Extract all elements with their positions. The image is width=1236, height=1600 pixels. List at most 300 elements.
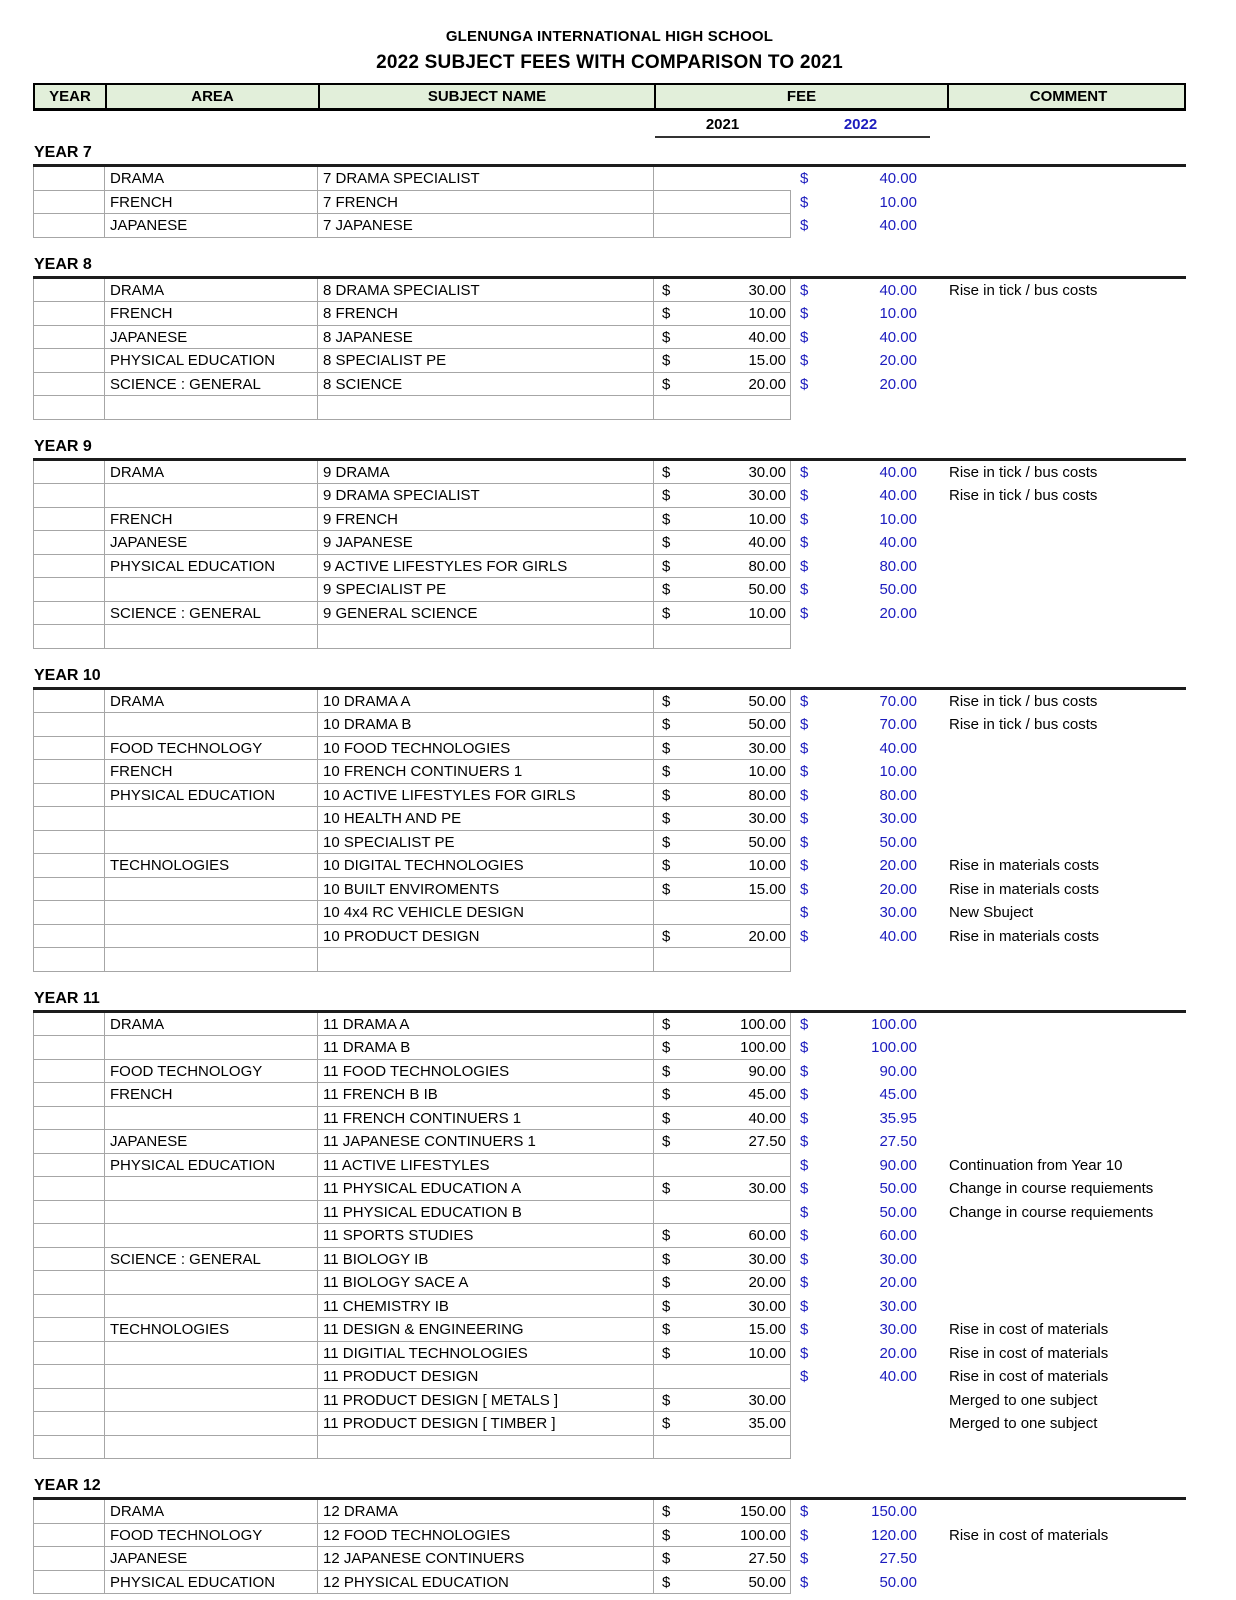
dollar-sign-2022: $ xyxy=(800,1344,809,1362)
fee-2022-amount: 40.00 xyxy=(879,534,917,551)
cell-area: DRAMA xyxy=(105,690,318,714)
cell-area xyxy=(105,1036,318,1060)
dollar-sign-2021: $ xyxy=(662,833,671,851)
cell-fee-2021 xyxy=(654,167,791,191)
cell-comment xyxy=(930,214,1186,238)
fee-2022-amount: 40.00 xyxy=(879,170,917,187)
cell-subject-name: 11 FOOD TECHNOLOGIES xyxy=(318,1060,654,1084)
dollar-sign-2022: $ xyxy=(800,217,809,234)
dollar-sign-2021: $ xyxy=(662,810,671,827)
cell-comment: Rise in tick / bus costs xyxy=(949,716,1098,733)
section-rows xyxy=(33,690,1186,972)
table-row xyxy=(33,531,1186,555)
cell-area: DRAMA xyxy=(105,167,318,191)
table-row xyxy=(33,1318,1186,1342)
cell-comment: Change in course requiements xyxy=(949,1180,1154,1197)
cell-subject-name xyxy=(318,396,654,420)
dollar-sign-2022: $ xyxy=(800,534,809,551)
cell-fee-2022 xyxy=(791,279,930,303)
cell-fee-2021 xyxy=(654,1389,791,1413)
fee-2022-amount: 30.00 xyxy=(879,810,917,827)
cell-area: DRAMA xyxy=(105,1013,318,1037)
fee-2022-amount: 100.00 xyxy=(871,1039,917,1056)
cell-fee-2022 xyxy=(791,878,930,902)
dollar-sign-2021: $ xyxy=(662,487,671,504)
dollar-sign-2022: $ xyxy=(800,716,809,733)
cell-subject-name: 7 FRENCH xyxy=(318,191,654,215)
cell-subject-name: 9 DRAMA SPECIALIST xyxy=(318,484,654,508)
cell-fee-2021 xyxy=(654,1201,791,1225)
cell-fee-2022 xyxy=(791,1201,930,1225)
cell-subject-name: 7 DRAMA SPECIALIST xyxy=(318,167,654,191)
table-row xyxy=(33,901,1186,925)
cell-fee-2022 xyxy=(791,1547,930,1571)
cell-subject-name: 9 JAPANESE xyxy=(318,531,654,555)
fee-2021-amount: 20.00 xyxy=(748,927,786,945)
dollar-sign-2022: $ xyxy=(800,463,809,481)
cell-subject-name: 12 JAPANESE CONTINUERS xyxy=(318,1547,654,1571)
table-row xyxy=(33,1295,1186,1319)
cell-area: DRAMA xyxy=(105,1500,318,1524)
cell-area: FOOD TECHNOLOGY xyxy=(105,1060,318,1084)
cell-year xyxy=(33,349,105,373)
table-row xyxy=(33,302,1186,326)
fee-2021-amount: 10.00 xyxy=(748,305,786,322)
cell-year xyxy=(33,690,105,714)
cell-fee-2021 xyxy=(654,807,791,831)
dollar-sign-2021: $ xyxy=(662,1503,671,1520)
cell-year xyxy=(33,1412,105,1436)
fee-2021-amount: 10.00 xyxy=(748,857,786,874)
fee-2022-amount: 40.00 xyxy=(879,328,917,346)
table-row xyxy=(33,1130,1186,1154)
dollar-sign-2022: $ xyxy=(800,1039,809,1056)
dollar-sign-2021: $ xyxy=(662,786,671,804)
cell-year xyxy=(33,461,105,485)
dollar-sign-2021: $ xyxy=(662,1573,671,1591)
dollar-sign-2021: $ xyxy=(662,763,671,780)
cell-fee-2021 xyxy=(654,1036,791,1060)
dollar-sign-2022: $ xyxy=(800,281,809,299)
fee-2022-amount: 10.00 xyxy=(879,193,917,211)
fee-2021-amount: 80.00 xyxy=(748,557,786,575)
cell-area: TECHNOLOGIES xyxy=(105,854,318,878)
cell-area: FOOD TECHNOLOGY xyxy=(105,1524,318,1548)
cell-subject-name: 8 SPECIALIST PE xyxy=(318,349,654,373)
cell-fee-2022 xyxy=(791,1436,930,1460)
cell-area: TECHNOLOGIES xyxy=(105,1318,318,1342)
cell-comment xyxy=(930,302,1186,326)
cell-comment xyxy=(930,1571,1186,1595)
dollar-sign-2021: $ xyxy=(662,375,671,393)
fee-2021-amount: 20.00 xyxy=(748,1274,786,1291)
cell-subject-name: 10 HEALTH AND PE xyxy=(318,807,654,831)
cell-fee-2021 xyxy=(654,555,791,579)
cell-fee-2021 xyxy=(654,484,791,508)
cell-fee-2021 xyxy=(654,396,791,420)
cell-fee-2021 xyxy=(654,713,791,737)
dollar-sign-2021: $ xyxy=(662,1321,671,1338)
cell-fee-2022 xyxy=(791,690,930,714)
cell-fee-2022 xyxy=(791,1013,930,1037)
cell-fee-2021 xyxy=(654,1412,791,1436)
cell-year xyxy=(33,1224,105,1248)
cell-fee-2022 xyxy=(791,1412,930,1436)
cell-year xyxy=(33,1130,105,1154)
fee-2022-amount: 40.00 xyxy=(879,281,917,299)
cell-fee-2022 xyxy=(791,925,930,949)
cell-area: SCIENCE : GENERAL xyxy=(105,602,318,626)
fee-2021-amount: 30.00 xyxy=(748,1297,786,1315)
cell-fee-2022 xyxy=(791,373,930,397)
fee-2022-amount: 60.00 xyxy=(879,1227,917,1244)
column-header-fee: FEE xyxy=(656,85,949,108)
fee-2021-amount: 10.00 xyxy=(748,1344,786,1362)
dollar-sign-2021: $ xyxy=(662,305,671,322)
cell-fee-2022 xyxy=(791,1500,930,1524)
cell-subject-name: 12 DRAMA xyxy=(318,1500,654,1524)
cell-year xyxy=(33,167,105,191)
table-row xyxy=(33,279,1186,303)
cell-comment: Rise in materials costs xyxy=(949,927,1100,945)
cell-year xyxy=(33,1342,105,1366)
dollar-sign-2021: $ xyxy=(662,1415,671,1432)
dollar-sign-2022: $ xyxy=(800,1180,809,1197)
fee-2021-amount: 90.00 xyxy=(748,1062,786,1080)
cell-year xyxy=(33,1547,105,1571)
cell-year xyxy=(33,1318,105,1342)
table-row xyxy=(33,1524,1186,1548)
cell-area xyxy=(105,396,318,420)
cell-area: DRAMA xyxy=(105,461,318,485)
fee-2022-amount: 50.00 xyxy=(879,1180,917,1197)
year-section xyxy=(33,255,1186,420)
cell-year xyxy=(33,878,105,902)
cell-fee-2022 xyxy=(791,854,930,878)
cell-fee-2022 xyxy=(791,901,930,925)
fee-2021-amount: 30.00 xyxy=(748,1250,786,1268)
cell-year xyxy=(33,508,105,532)
cell-subject-name: 7 JAPANESE xyxy=(318,214,654,238)
table-row xyxy=(33,1154,1186,1178)
cell-year xyxy=(33,1248,105,1272)
year-section xyxy=(33,666,1186,972)
dollar-sign-2022: $ xyxy=(800,857,809,874)
cell-year xyxy=(33,1107,105,1131)
cell-fee-2022 xyxy=(791,508,930,532)
dollar-sign-2021: $ xyxy=(662,1015,671,1033)
cell-fee-2022 xyxy=(791,1036,930,1060)
fee-year-2022-label: 2022 xyxy=(843,116,878,133)
cell-subject-name: 10 FOOD TECHNOLOGIES xyxy=(318,737,654,761)
dollar-sign-2022: $ xyxy=(800,557,809,575)
cell-subject-name: 10 DRAMA A xyxy=(318,690,654,714)
cell-fee-2021 xyxy=(654,1130,791,1154)
dollar-sign-2021: $ xyxy=(662,510,671,528)
cell-comment xyxy=(930,555,1186,579)
cell-comment xyxy=(930,760,1186,784)
year-section xyxy=(33,143,1186,238)
fee-2022-amount: 50.00 xyxy=(879,833,917,851)
cell-subject-name xyxy=(318,948,654,972)
cell-subject-name xyxy=(318,1436,654,1460)
cell-area: JAPANESE xyxy=(105,1547,318,1571)
cell-subject-name: 11 BIOLOGY SACE A xyxy=(318,1271,654,1295)
cell-comment xyxy=(930,1083,1186,1107)
fee-2021-amount: 30.00 xyxy=(748,1180,786,1197)
section-rows xyxy=(33,1013,1186,1460)
dollar-sign-2021: $ xyxy=(662,739,671,757)
cell-fee-2022 xyxy=(791,1248,930,1272)
dollar-sign-2021: $ xyxy=(662,463,671,481)
fee-2021-amount: 15.00 xyxy=(748,1321,786,1338)
dollar-sign-2021: $ xyxy=(662,604,671,622)
cell-area: FRENCH xyxy=(105,760,318,784)
cell-area xyxy=(105,831,318,855)
school-name: GLENUNGA INTERNATIONAL HIGH SCHOOL xyxy=(445,28,774,45)
cell-subject-name: 11 FRENCH CONTINUERS 1 xyxy=(318,1107,654,1131)
cell-fee-2022 xyxy=(791,214,930,238)
cell-comment xyxy=(930,1248,1186,1272)
cell-comment xyxy=(930,602,1186,626)
fee-2022-amount: 35.95 xyxy=(879,1109,917,1127)
dollar-sign-2021: $ xyxy=(662,927,671,945)
cell-fee-2021 xyxy=(654,1436,791,1460)
dollar-sign-2021: $ xyxy=(662,557,671,575)
fee-2021-amount: 30.00 xyxy=(748,1391,786,1409)
cell-comment: Rise in cost of materials xyxy=(949,1368,1109,1385)
cell-year xyxy=(33,1571,105,1595)
cell-fee-2021 xyxy=(654,784,791,808)
fee-2022-amount: 27.50 xyxy=(879,1133,917,1150)
column-header-area: AREA xyxy=(107,85,320,108)
cell-year xyxy=(33,625,105,649)
table-row xyxy=(33,1083,1186,1107)
fee-2021-amount: 60.00 xyxy=(748,1227,786,1244)
cell-fee-2021 xyxy=(654,925,791,949)
section-rows xyxy=(33,167,1186,238)
cell-fee-2021 xyxy=(654,1500,791,1524)
fee-2021-amount: 50.00 xyxy=(748,716,786,733)
table-row xyxy=(33,1060,1186,1084)
cell-fee-2021 xyxy=(654,737,791,761)
table-row xyxy=(33,784,1186,808)
cell-comment xyxy=(930,531,1186,555)
cell-subject-name: 10 SPECIALIST PE xyxy=(318,831,654,855)
cell-area: PHYSICAL EDUCATION xyxy=(105,1571,318,1595)
year-section-label: YEAR 10 xyxy=(34,666,101,684)
cell-comment xyxy=(930,1060,1186,1084)
table-row xyxy=(33,1201,1186,1225)
cell-fee-2021 xyxy=(654,760,791,784)
year-section xyxy=(33,437,1186,649)
cell-area xyxy=(105,1177,318,1201)
fee-2022-amount: 10.00 xyxy=(879,510,917,528)
table-row xyxy=(33,625,1186,649)
fee-2021-amount: 50.00 xyxy=(748,1573,786,1591)
cell-comment: Rise in materials costs xyxy=(949,857,1100,874)
dollar-sign-2022: $ xyxy=(800,604,809,622)
cell-year xyxy=(33,484,105,508)
table-row xyxy=(33,807,1186,831)
cell-comment: Rise in materials costs xyxy=(949,880,1100,898)
cell-fee-2021 xyxy=(654,1248,791,1272)
dollar-sign-2022: $ xyxy=(800,1227,809,1244)
dollar-sign-2021: $ xyxy=(662,1344,671,1362)
cell-year xyxy=(33,1036,105,1060)
cell-fee-2021 xyxy=(654,1060,791,1084)
cell-fee-2022 xyxy=(791,713,930,737)
cell-fee-2021 xyxy=(654,1083,791,1107)
dollar-sign-2021: $ xyxy=(662,857,671,874)
cell-comment xyxy=(930,1295,1186,1319)
fee-2022-amount: 30.00 xyxy=(879,904,917,921)
fee-2021-amount: 150.00 xyxy=(740,1503,786,1520)
fee-2021-amount: 10.00 xyxy=(748,763,786,780)
cell-fee-2021 xyxy=(654,531,791,555)
dollar-sign-2022: $ xyxy=(800,1203,809,1221)
fee-year-subheader xyxy=(33,111,1186,135)
cell-fee-2022 xyxy=(791,1107,930,1131)
cell-comment: Merged to one subject xyxy=(949,1415,1098,1432)
cell-subject-name: 11 JAPANESE CONTINUERS 1 xyxy=(318,1130,654,1154)
cell-subject-name: 10 PRODUCT DESIGN xyxy=(318,925,654,949)
fee-2021-amount: 30.00 xyxy=(748,487,786,504)
fee-2021-amount: 40.00 xyxy=(748,534,786,551)
cell-area xyxy=(105,1389,318,1413)
table-row xyxy=(33,167,1186,191)
cell-area xyxy=(105,1342,318,1366)
cell-fee-2021 xyxy=(654,1524,791,1548)
fee-subheader-underline xyxy=(655,136,930,138)
fee-2021-amount: 30.00 xyxy=(748,739,786,757)
fee-2022-amount: 20.00 xyxy=(879,857,917,874)
cell-comment: Rise in tick / bus costs xyxy=(949,487,1098,504)
cell-fee-2021 xyxy=(654,1547,791,1571)
dollar-sign-2022: $ xyxy=(800,1062,809,1080)
cell-fee-2021 xyxy=(654,461,791,485)
cell-comment xyxy=(930,508,1186,532)
fee-2022-amount: 50.00 xyxy=(879,581,917,598)
dollar-sign-2022: $ xyxy=(800,904,809,921)
cell-fee-2022 xyxy=(791,1389,930,1413)
cell-fee-2021 xyxy=(654,302,791,326)
dollar-sign-2022: $ xyxy=(800,1274,809,1291)
cell-fee-2022 xyxy=(791,602,930,626)
cell-year xyxy=(33,737,105,761)
dollar-sign-2022: $ xyxy=(800,810,809,827)
cell-year xyxy=(33,1177,105,1201)
cell-comment xyxy=(930,349,1186,373)
cell-fee-2022 xyxy=(791,737,930,761)
content-area xyxy=(33,28,1186,1594)
cell-area: PHYSICAL EDUCATION xyxy=(105,784,318,808)
fee-2021-amount: 27.50 xyxy=(748,1550,786,1567)
fee-2022-amount: 20.00 xyxy=(879,1344,917,1362)
table-row xyxy=(33,349,1186,373)
fee-2022-amount: 30.00 xyxy=(879,1250,917,1268)
cell-area: PHYSICAL EDUCATION xyxy=(105,1154,318,1178)
dollar-sign-2022: $ xyxy=(800,880,809,898)
table-row xyxy=(33,191,1186,215)
cell-fee-2021 xyxy=(654,326,791,350)
dollar-sign-2022: $ xyxy=(800,487,809,504)
cell-fee-2022 xyxy=(791,191,930,215)
fee-2022-amount: 120.00 xyxy=(871,1526,917,1544)
dollar-sign-2022: $ xyxy=(800,692,809,710)
dollar-sign-2022: $ xyxy=(800,927,809,945)
fee-2022-amount: 20.00 xyxy=(879,604,917,622)
table-row xyxy=(33,508,1186,532)
cell-area xyxy=(105,878,318,902)
cell-fee-2021 xyxy=(654,1365,791,1389)
cell-area: JAPANESE xyxy=(105,326,318,350)
table-row xyxy=(33,1036,1186,1060)
cell-fee-2021 xyxy=(654,901,791,925)
table-row xyxy=(33,737,1186,761)
dollar-sign-2022: $ xyxy=(800,305,809,322)
table-row xyxy=(33,1389,1186,1413)
dollar-sign-2021: $ xyxy=(662,1133,671,1150)
cell-comment xyxy=(930,578,1186,602)
cell-fee-2022 xyxy=(791,167,930,191)
cell-year xyxy=(33,214,105,238)
cell-year xyxy=(33,1154,105,1178)
cell-subject-name: 11 DRAMA B xyxy=(318,1036,654,1060)
dollar-sign-2022: $ xyxy=(800,1109,809,1127)
table-row xyxy=(33,1248,1186,1272)
fee-2021-amount: 50.00 xyxy=(748,581,786,598)
dollar-sign-2022: $ xyxy=(800,1368,809,1385)
table-row xyxy=(33,602,1186,626)
dollar-sign-2021: $ xyxy=(662,1039,671,1056)
cell-comment xyxy=(930,1224,1186,1248)
cell-fee-2021 xyxy=(654,948,791,972)
cell-year xyxy=(33,1500,105,1524)
cell-comment xyxy=(930,326,1186,350)
cell-comment: Rise in cost of materials xyxy=(949,1526,1109,1544)
fee-2021-amount: 100.00 xyxy=(740,1015,786,1033)
cell-year xyxy=(33,1013,105,1037)
section-rows xyxy=(33,461,1186,649)
fee-2021-amount: 35.00 xyxy=(748,1415,786,1432)
cell-subject-name: 11 PRODUCT DESIGN [ TIMBER ] xyxy=(318,1412,654,1436)
table-header-row xyxy=(33,83,1186,111)
fee-2022-amount: 40.00 xyxy=(879,487,917,504)
cell-area: SCIENCE : GENERAL xyxy=(105,373,318,397)
dollar-sign-2022: $ xyxy=(800,786,809,804)
table-row xyxy=(33,1107,1186,1131)
fee-2022-amount: 40.00 xyxy=(879,463,917,481)
cell-subject-name: 8 SCIENCE xyxy=(318,373,654,397)
cell-fee-2022 xyxy=(791,784,930,808)
cell-year xyxy=(33,854,105,878)
dollar-sign-2021: $ xyxy=(662,880,671,898)
cell-fee-2022 xyxy=(791,1177,930,1201)
fee-2022-amount: 70.00 xyxy=(879,716,917,733)
cell-comment: Rise in cost of materials xyxy=(949,1344,1109,1362)
cell-area xyxy=(105,1201,318,1225)
fee-2021-amount: 20.00 xyxy=(748,375,786,393)
fee-2022-amount: 80.00 xyxy=(879,557,917,575)
dollar-sign-2021: $ xyxy=(662,1227,671,1244)
dollar-sign-2021: $ xyxy=(662,1250,671,1268)
cell-subject-name: 10 FRENCH CONTINUERS 1 xyxy=(318,760,654,784)
cell-year xyxy=(33,760,105,784)
fee-2021-amount: 40.00 xyxy=(748,328,786,346)
cell-area xyxy=(105,807,318,831)
dollar-sign-2022: $ xyxy=(800,193,809,211)
